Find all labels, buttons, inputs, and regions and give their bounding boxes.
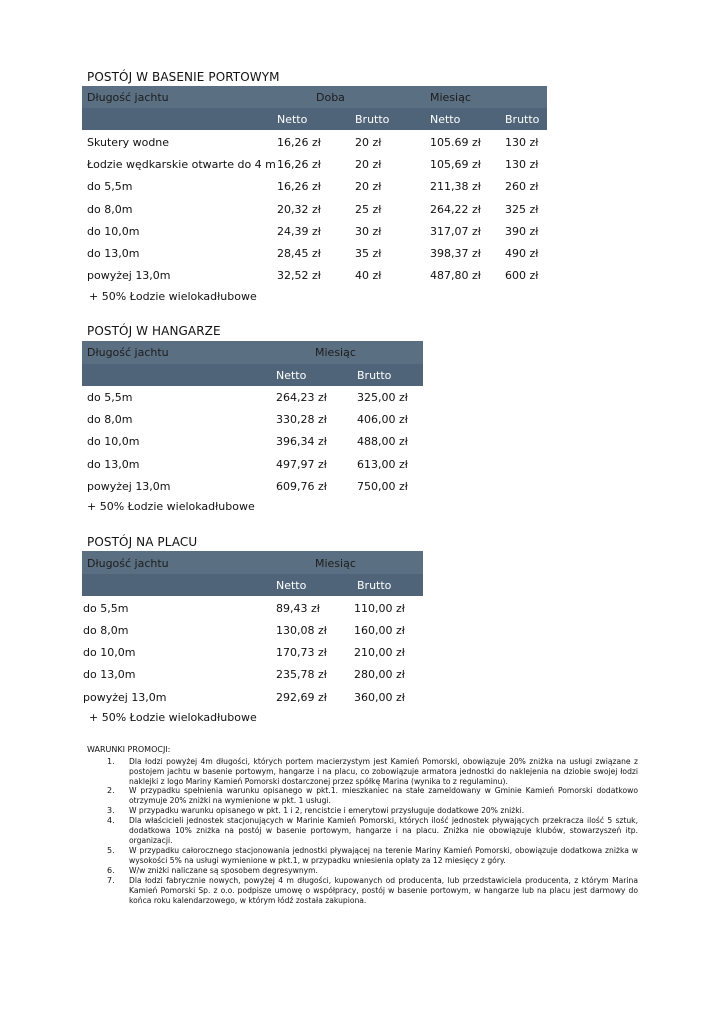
multihull-note: + 50% Łodzie wielokadłubowe: [89, 711, 257, 724]
promo-item-text: W/w zniżki naliczane są sposobem degresywnym.: [129, 866, 318, 875]
mies-netto: 105,69 zł: [430, 158, 481, 171]
col-header-doba-netto: Netto: [277, 113, 308, 126]
mies-netto: 398,37 zł: [430, 247, 481, 260]
netto-value: 264,23 zł: [276, 391, 327, 404]
mies-brutto: 600 zł: [505, 269, 539, 282]
netto-value: 292,69 zł: [276, 691, 327, 704]
multihull-note: + 50% Łodzie wielokadłubowe: [89, 290, 257, 303]
doba-brutto: 30 zł: [355, 225, 382, 238]
row-label: powyżej 13,0m: [83, 691, 167, 704]
promo-item-text: Dla łodzi fabrycznie nowych, powyżej 4 m długości, kupowanych od producenta, lub przedstawiciela producenta, z którym Marina Kamień Pomorski Sp. z o.o. podpisze umowę o współpracy, postój w basenie portowym, w hangarze lub na placu jest darmowy do końca roku kalendarzowego, w którym łódź została zakupiona.: [129, 876, 638, 906]
mies-brutto: 325 zł: [505, 203, 539, 216]
doba-netto: 20,32 zł: [277, 203, 321, 216]
brutto-value: 488,00 zł: [357, 435, 408, 448]
mies-netto: 487,80 zł: [430, 269, 481, 282]
promo-item-number: 6.: [107, 866, 115, 875]
mies-netto: 211,38 zł: [430, 180, 481, 193]
mies-brutto: 130 zł: [505, 158, 539, 171]
doba-netto: 24,39 zł: [277, 225, 321, 238]
section-title-hangar: POSTÓJ W HANGARZE: [87, 324, 221, 338]
row-label: powyżej 13,0m: [87, 269, 171, 282]
section-title-basen: POSTÓJ W BASENIE PORTOWYM: [87, 70, 280, 84]
row-label: do 8,0m: [87, 203, 133, 216]
promo-item-text: W przypadku warunku opisanego w pkt. 1 i 2, rencistcie i emerytowi przysługuje dodatkowe 20% zniżki.: [129, 806, 525, 815]
netto-value: 609,76 zł: [276, 480, 327, 493]
brutto-value: 160,00 zł: [354, 624, 405, 637]
multihull-note: + 50% Łodzie wielokadłubowe: [87, 500, 255, 513]
col-header-netto: Netto: [276, 369, 307, 382]
row-label: do 13,0m: [87, 247, 140, 260]
doba-brutto: 40 zł: [355, 269, 382, 282]
mies-netto: 105.69 zł: [430, 136, 481, 149]
mies-brutto: 390 zł: [505, 225, 539, 238]
table-header-row-bottom: [82, 108, 547, 130]
mies-netto: 317,07 zł: [430, 225, 481, 238]
netto-value: 89,43 zł: [276, 602, 320, 615]
doba-netto: 16,26 zł: [277, 158, 321, 171]
netto-value: 130,08 zł: [276, 624, 327, 637]
brutto-value: 280,00 zł: [354, 668, 405, 681]
brutto-value: 110,00 zł: [354, 602, 405, 615]
col-group-miesiac: Miesiąc: [315, 557, 356, 570]
brutto-value: 613,00 zł: [357, 458, 408, 471]
promo-item-text: Dla właścicieli jednostek stacjonujących w Marinie Kamień Pomorski, których ilość jednostek pływających przekracza ilość 5 sztuk, dodatkowa 10% zniżka na postój w basenie portowym, hangarze i na placu. Zniżka nie obowiązuje klubów, stowarzyszeń itp. organizacji.: [129, 816, 638, 846]
doba-netto: 32,52 zł: [277, 269, 321, 282]
col-header-brutto: Brutto: [357, 369, 392, 382]
promo-item-number: 2.: [107, 786, 115, 795]
promo-item-number: 5.: [107, 846, 115, 855]
section-title-plac: POSTÓJ NA PLACU: [87, 535, 198, 549]
netto-value: 235,78 zł: [276, 668, 327, 681]
brutto-value: 360,00 zł: [354, 691, 405, 704]
promo-item-text: Dla łodzi powyżej 4m długości, których portem macierzystym jest Kamień Pomorski, obowiązuje 20% zniżka na usługi związane z postojem jachtu w basenie portowym, hangarze i na placu, co zobowiązuje armatora jednostki do naklejenia na dziobie swojej łodzi naklejki z logo Mariny Kamień Pomorski dostarczonej przez spółkę Marina (wynika to z regulaminu).: [129, 757, 638, 787]
col-group-doba: Doba: [316, 91, 345, 104]
doba-brutto: 20 zł: [355, 158, 382, 171]
row-label: do 8,0m: [83, 624, 129, 637]
brutto-value: 325,00 zł: [357, 391, 408, 404]
netto-value: 170,73 zł: [276, 646, 327, 659]
doba-brutto: 20 zł: [355, 180, 382, 193]
col-header-length: Długość jachtu: [87, 91, 169, 104]
promo-item-number: 7.: [107, 876, 115, 885]
netto-value: 330,28 zł: [276, 413, 327, 426]
col-group-miesiac: Miesiąc: [430, 91, 471, 104]
doba-brutto: 35 zł: [355, 247, 382, 260]
col-header-brutto: Brutto: [357, 579, 392, 592]
promo-item-number: 4.: [107, 816, 115, 825]
row-label: Łodzie wędkarskie otwarte do 4 m: [87, 158, 276, 171]
col-header-mies-brutto: Brutto: [505, 113, 540, 126]
mies-brutto: 260 zł: [505, 180, 539, 193]
row-label: do 13,0m: [83, 668, 136, 681]
doba-brutto: 20 zł: [355, 136, 382, 149]
row-label: do 10,0m: [83, 646, 136, 659]
row-label: powyżej 13,0m: [87, 480, 171, 493]
brutto-value: 210,00 zł: [354, 646, 405, 659]
row-label: do 5,5m: [83, 602, 129, 615]
row-label: do 10,0m: [87, 225, 140, 238]
row-label: Skutery wodne: [87, 136, 170, 149]
row-label: do 5,5m: [87, 391, 133, 404]
col-header-netto: Netto: [276, 579, 307, 592]
promo-item-text: W przypadku całorocznego stacjonowania jednostki pływającej na terenie Mariny Kamień Pomorski, obowiązuje dodatkowa zniżka w wysokości 5% na usługi wymienione w pkt.1, w przypadku wniesienia opłaty za 12 miesięcy z góry.: [129, 846, 638, 866]
row-label: do 5,5m: [87, 180, 133, 193]
promo-item-number: 1.: [107, 757, 115, 766]
col-group-miesiac: Miesiąc: [315, 346, 356, 359]
col-header-doba-brutto: Brutto: [355, 113, 390, 126]
doba-netto: 16,26 zł: [277, 136, 321, 149]
promo-item-number: 3.: [107, 806, 115, 815]
promo-item-text: W przypadku spełnienia warunku opisanego w pkt.1. mieszkaniec na stałe zameldowany w Gminie Kamień Pomorski dodatkowo otrzymuje 20% zniżki na wymienione w pkt. 1 usługi.: [129, 786, 638, 806]
mies-brutto: 130 zł: [505, 136, 539, 149]
row-label: do 10,0m: [87, 435, 140, 448]
netto-value: 396,34 zł: [276, 435, 327, 448]
doba-brutto: 25 zł: [355, 203, 382, 216]
mies-brutto: 490 zł: [505, 247, 539, 260]
promo-title: WARUNKI PROMOCJI:: [87, 745, 171, 754]
row-label: do 13,0m: [87, 458, 140, 471]
row-label: do 8,0m: [87, 413, 133, 426]
doba-netto: 16,26 zł: [277, 180, 321, 193]
netto-value: 497,97 zł: [276, 458, 327, 471]
col-header-length: Długość jachtu: [87, 557, 169, 570]
doba-netto: 28,45 zł: [277, 247, 321, 260]
col-header-mies-netto: Netto: [430, 113, 461, 126]
brutto-value: 750,00 zł: [357, 480, 408, 493]
mies-netto: 264,22 zł: [430, 203, 481, 216]
col-header-length: Długość jachtu: [87, 346, 169, 359]
brutto-value: 406,00 zł: [357, 413, 408, 426]
